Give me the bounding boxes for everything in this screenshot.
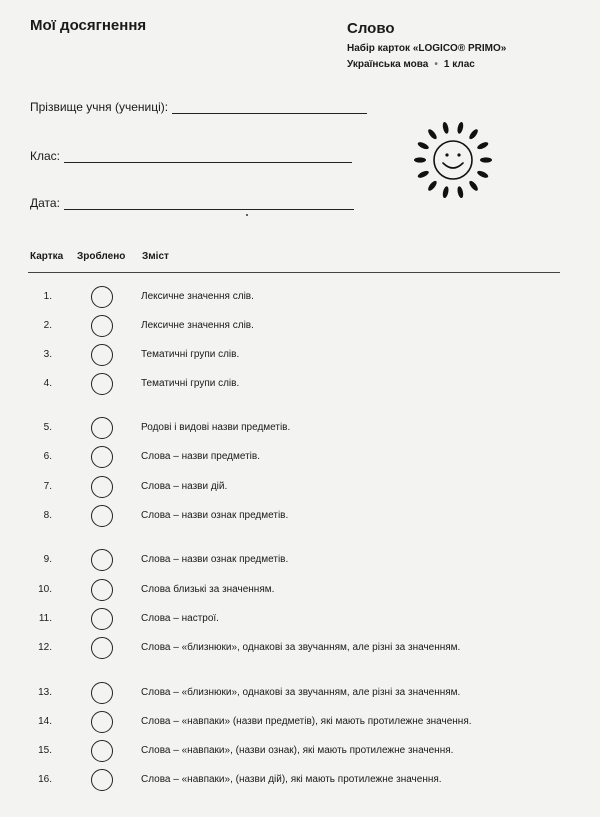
done-checkbox[interactable]	[91, 682, 113, 704]
column-header-done: Зроблено	[77, 251, 126, 262]
card-content: Лексичне значення слів.	[141, 320, 254, 331]
sun-ray	[476, 141, 489, 151]
date-field[interactable]	[30, 196, 354, 210]
sun-ray	[414, 157, 426, 162]
class-label: Клас:	[30, 149, 60, 163]
date-line[interactable]	[64, 197, 354, 210]
card-content: Слова – «навпаки» (назви предметів), які мають протилежне значення.	[141, 716, 472, 727]
card-content: Слова – «навпаки», (назви ознак), які мають протилежне значення.	[141, 745, 454, 756]
card-content: Слова – настрої.	[141, 613, 219, 624]
column-header-card: Картка	[30, 251, 64, 262]
done-checkbox[interactable]	[91, 608, 113, 630]
sun-ray	[456, 121, 464, 134]
table-row	[0, 505, 600, 529]
table-row	[0, 344, 600, 368]
done-checkbox[interactable]	[91, 711, 113, 733]
done-checkbox[interactable]	[91, 344, 113, 366]
card-content: Тематичні групи слів.	[141, 349, 240, 360]
table-row	[0, 711, 600, 735]
card-content: Слова – назви ознак предметів.	[141, 510, 289, 521]
sun-ray	[480, 157, 492, 162]
sun-ray	[427, 179, 439, 192]
card-content: Слова – назви предметів.	[141, 451, 260, 462]
table-row	[0, 286, 600, 310]
card-number: 16.	[38, 774, 52, 785]
table-row	[0, 769, 600, 793]
done-checkbox[interactable]	[91, 740, 113, 762]
table-row	[0, 608, 600, 632]
done-checkbox[interactable]	[91, 315, 113, 337]
card-content: Слова – «близнюки», однакові за звучанням, але різні за значенням.	[141, 687, 461, 698]
card-number: 7.	[43, 481, 52, 492]
card-number: 12.	[38, 642, 52, 653]
sun-ray	[456, 186, 464, 199]
language-grade-line	[347, 57, 506, 73]
table-row	[0, 579, 600, 603]
done-checkbox[interactable]	[91, 579, 113, 601]
sun-ray	[427, 128, 439, 141]
language: Українська мова	[347, 59, 429, 70]
card-content: Тематичні групи слів.	[141, 378, 240, 389]
page-title: Мої досягнення	[30, 17, 147, 34]
sun-ray	[442, 121, 450, 134]
table-row	[0, 682, 600, 706]
done-checkbox[interactable]	[91, 286, 113, 308]
done-checkbox[interactable]	[91, 637, 113, 659]
card-content: Слова – назви ознак предметів.	[141, 554, 289, 565]
card-content: Слова – «навпаки», (назви дій), які мають протилежне значення.	[141, 774, 442, 785]
sun-ray	[468, 128, 480, 141]
card-number: 10.	[38, 584, 52, 595]
card-number: 13.	[38, 687, 52, 698]
card-number: 9.	[43, 554, 52, 565]
table-row	[0, 476, 600, 500]
card-number: 2.	[43, 320, 52, 331]
done-checkbox[interactable]	[91, 505, 113, 527]
sun-ray	[442, 186, 450, 199]
subject-title: Слово	[347, 20, 395, 37]
class-field[interactable]	[30, 149, 352, 163]
card-number: 14.	[38, 716, 52, 727]
separator-dot: •	[434, 59, 438, 70]
card-number: 1.	[43, 291, 52, 302]
student-name-label: Прізвище учня (учениці):	[30, 100, 169, 114]
card-content: Лексичне значення слів.	[141, 291, 254, 302]
card-set-name: Набір карток «LOGICO® PRIMO»	[347, 43, 507, 54]
sun-ray	[476, 169, 489, 179]
table-row	[0, 549, 600, 573]
card-content: Родові і видові назви предметів.	[141, 422, 291, 433]
column-header-content: Зміст	[142, 251, 169, 262]
table-row	[0, 637, 600, 661]
card-content: Слова близькі за значенням.	[141, 584, 275, 595]
table-row	[0, 740, 600, 764]
done-checkbox[interactable]	[91, 769, 113, 791]
student-name-field[interactable]	[30, 100, 367, 114]
card-number: 5.	[43, 422, 52, 433]
header-info	[347, 20, 506, 73]
sun-ray	[417, 169, 430, 179]
header-divider	[28, 272, 560, 273]
smiling-sun-icon	[410, 117, 496, 203]
grade: 1 клас	[443, 59, 475, 70]
table-row	[0, 446, 600, 470]
done-checkbox[interactable]	[91, 446, 113, 468]
date-label: Дата:	[30, 196, 60, 210]
done-checkbox[interactable]	[91, 373, 113, 395]
card-number: 4.	[43, 378, 52, 389]
class-line[interactable]	[64, 150, 352, 163]
table-row	[0, 315, 600, 339]
card-content: Слова – «близнюки», однакові за звучанням, але різні за значенням.	[141, 642, 461, 653]
done-checkbox[interactable]	[91, 549, 113, 571]
card-number: 3.	[43, 349, 52, 360]
student-name-line[interactable]	[172, 101, 367, 114]
stray-dot	[246, 214, 248, 216]
card-number: 8.	[43, 510, 52, 521]
done-checkbox[interactable]	[91, 476, 113, 498]
sun-ray	[468, 179, 480, 192]
card-content: Слова – назви дій.	[141, 481, 228, 492]
table-row	[0, 373, 600, 397]
table-row	[0, 417, 600, 441]
sun-ray	[417, 141, 430, 151]
card-number: 6.	[43, 451, 52, 462]
done-checkbox[interactable]	[91, 417, 113, 439]
card-number: 15.	[38, 745, 52, 756]
card-number: 11.	[38, 613, 52, 624]
